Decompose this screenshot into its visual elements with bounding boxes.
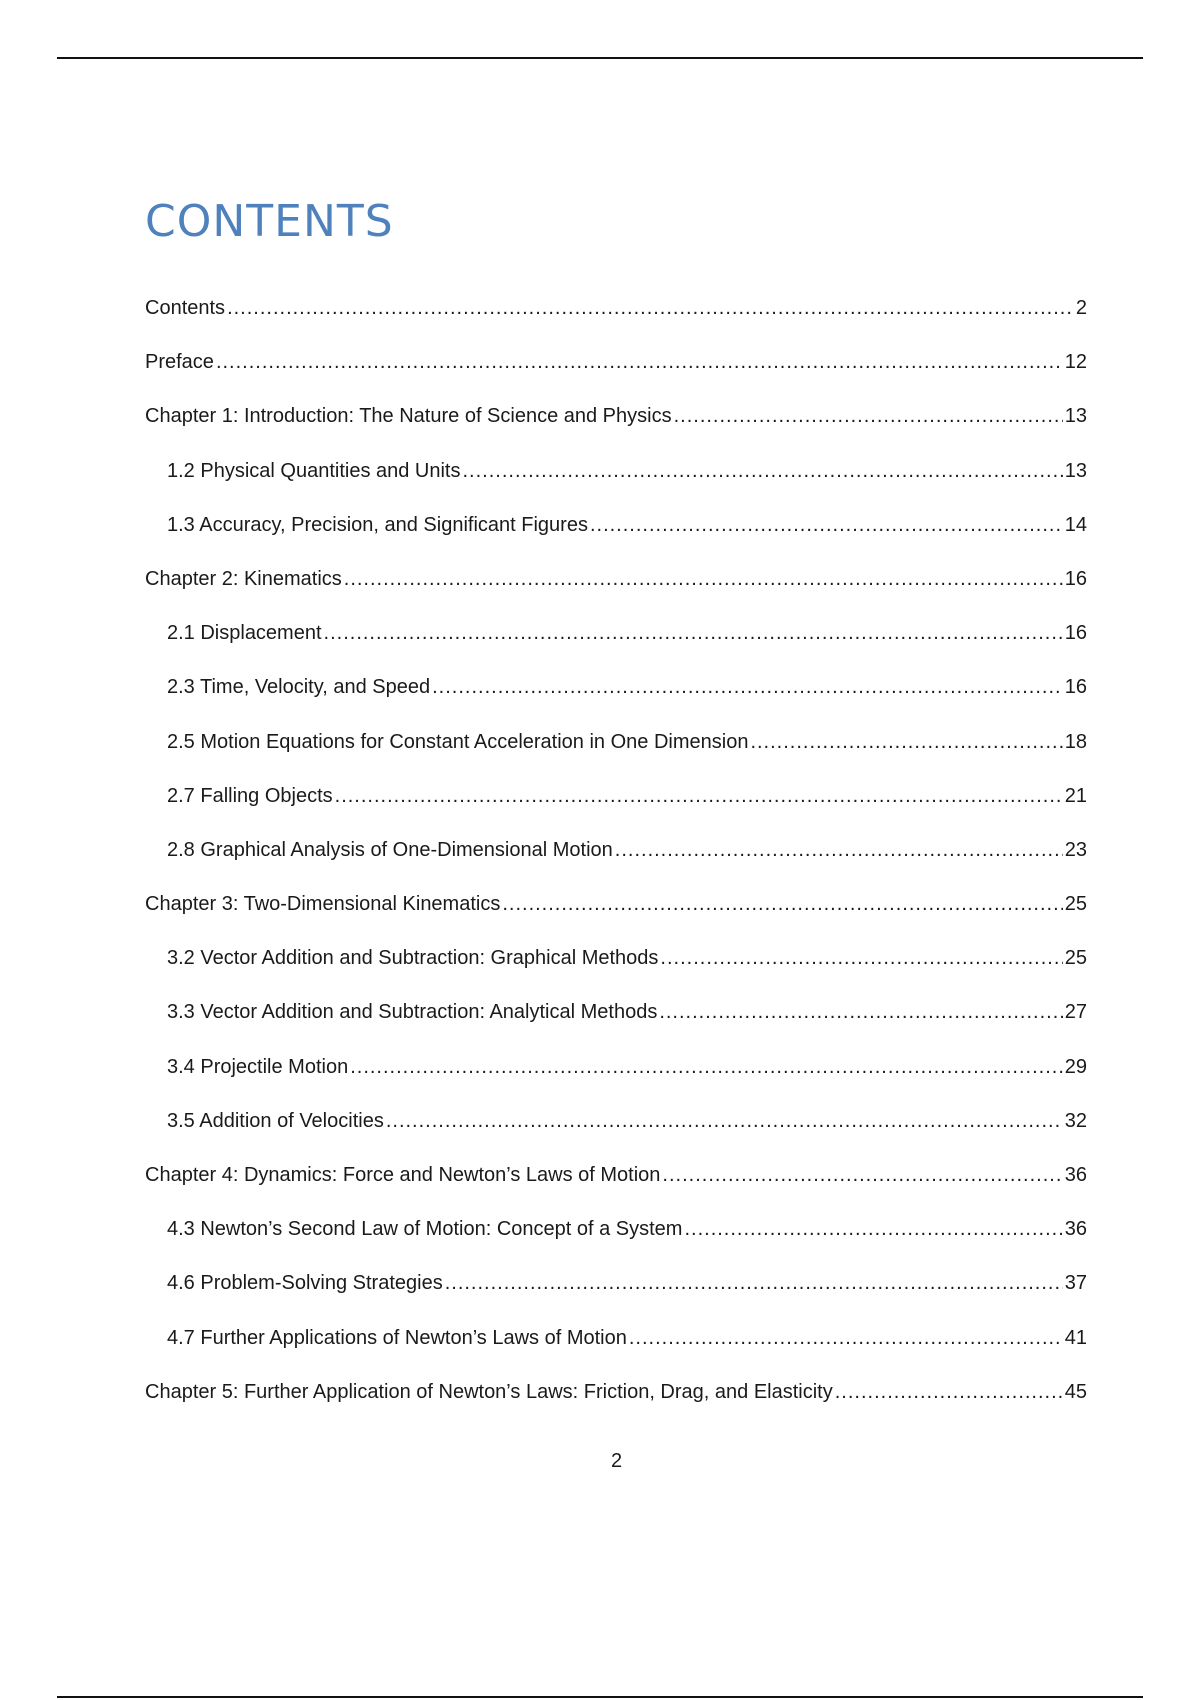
toc-dot-leader [335, 778, 1063, 814]
toc-dot-leader [835, 1374, 1063, 1410]
toc-entry-page: 29 [1064, 1055, 1087, 1078]
toc-entry-section-3-5[interactable] [145, 1103, 1087, 1157]
toc-dot-leader [432, 669, 1063, 705]
toc-entry-section-2-7[interactable] [145, 778, 1087, 832]
toc-entry-page: 21 [1064, 784, 1087, 807]
toc-entry-page: 16 [1064, 567, 1087, 590]
toc-dot-leader [463, 453, 1063, 489]
toc-entry-title: 4.3 Newton’s Second Law of Motion: Concept of a System [167, 1218, 683, 1241]
toc-entry-section-4-7[interactable] [145, 1320, 1087, 1374]
toc-dot-leader [590, 507, 1063, 543]
toc-entry-title: 4.7 Further Applications of Newton’s Laws of Motion [167, 1326, 627, 1349]
toc-dot-leader [629, 1320, 1063, 1356]
toc-entry-page: 32 [1064, 1109, 1087, 1132]
toc-dot-leader [674, 398, 1063, 434]
toc-entry-page: 18 [1064, 730, 1087, 753]
toc-dot-leader [615, 832, 1063, 868]
toc-entry-page: 13 [1064, 405, 1087, 428]
toc-entry-title: 1.2 Physical Quantities and Units [167, 459, 461, 482]
toc-entry-chapter-3[interactable] [145, 886, 1087, 940]
toc-dot-leader [227, 290, 1074, 326]
toc-entry-title: 1.3 Accuracy, Precision, and Significant Figures [167, 513, 588, 536]
toc-entry-title: 3.2 Vector Addition and Subtraction: Graphical Methods [167, 947, 659, 970]
toc-entry-page: 45 [1064, 1380, 1087, 1403]
toc-entry-page: 23 [1064, 838, 1087, 861]
top-rule [57, 57, 1143, 59]
toc-entry-section-2-1[interactable] [145, 615, 1087, 669]
toc-entry-page: 14 [1064, 513, 1087, 536]
toc-dot-leader [350, 1049, 1063, 1085]
toc-entry-page: 36 [1064, 1218, 1087, 1241]
toc-dot-leader [659, 994, 1062, 1030]
toc-entry-chapter-2[interactable] [145, 561, 1087, 615]
toc-dot-leader [660, 940, 1062, 976]
toc-entry-title: Chapter 5: Further Application of Newton’s Laws: Friction, Drag, and Elasticity [145, 1380, 833, 1403]
toc-dot-leader [324, 615, 1063, 651]
toc-entry-section-1-2[interactable] [145, 453, 1087, 507]
toc-dot-leader [502, 886, 1062, 922]
toc-entry-title: 3.5 Addition of Velocities [167, 1109, 384, 1132]
toc-entry-chapter-5[interactable] [145, 1374, 1087, 1428]
toc-entry-page: 16 [1064, 676, 1087, 699]
bottom-rule [57, 1696, 1143, 1698]
toc-entry-section-2-8[interactable] [145, 832, 1087, 886]
toc-entry-title: 3.4 Projectile Motion [167, 1055, 349, 1078]
toc-entry-title: Contents [145, 297, 226, 319]
toc-entry-page: 13 [1064, 459, 1087, 482]
toc-heading: CONTENTS [145, 196, 394, 247]
toc-entry-section-3-3[interactable] [145, 994, 1087, 1048]
toc-entry-page: 12 [1064, 351, 1087, 374]
toc-entry-section-3-2[interactable] [145, 940, 1087, 994]
toc-dot-leader [216, 344, 1063, 380]
toc-dot-leader [344, 561, 1063, 597]
toc-entry-title: Chapter 4: Dynamics: Force and Newton’s Laws of Motion [145, 1164, 661, 1186]
toc-dot-leader [445, 1265, 1063, 1301]
toc-entry-section-3-4[interactable] [145, 1049, 1087, 1103]
toc-entry-title: 2.5 Motion Equations for Constant Acceleration in One Dimension [167, 730, 749, 753]
toc-entry-title: Preface [145, 351, 214, 374]
toc-entry-chapter-1[interactable] [145, 398, 1087, 452]
toc-entry-preface[interactable] [145, 344, 1087, 398]
toc-entry-section-2-5[interactable] [145, 724, 1087, 778]
toc-entry-section-4-3[interactable] [145, 1211, 1087, 1265]
toc-entry-title: Chapter 3: Two-Dimensional Kinematics [145, 893, 501, 916]
toc-entry-title: Chapter 1: Introduction: The Nature of Science and Physics [145, 405, 672, 428]
toc-entry-section-2-3[interactable] [145, 669, 1087, 723]
toc-entry-page: 25 [1064, 893, 1087, 916]
toc-dot-leader [750, 724, 1062, 760]
toc-dot-leader [684, 1211, 1062, 1247]
toc-entry-page: 25 [1064, 947, 1087, 970]
toc-entry-page: 37 [1064, 1272, 1087, 1295]
toc-entry-chapter-4[interactable] [145, 1157, 1087, 1211]
toc-entry-section-1-3[interactable] [145, 507, 1087, 561]
toc-entry-title: 2.1 Displacement [167, 622, 322, 645]
toc-entry-title: 3.3 Vector Addition and Subtraction: Analytical Methods [167, 1001, 658, 1024]
toc-entry-page: 41 [1064, 1326, 1087, 1349]
toc-dot-leader [386, 1103, 1063, 1139]
toc-entry-title: 2.8 Graphical Analysis of One-Dimensional Motion [167, 838, 613, 861]
toc-entry-page: 36 [1064, 1164, 1087, 1186]
toc-entry-title: 2.3 Time, Velocity, and Speed [167, 676, 431, 699]
page-number: 2 [610, 1450, 623, 1472]
toc-dot-leader [662, 1157, 1062, 1193]
toc-entry-page: 2 [1075, 297, 1087, 319]
toc-entry-page: 27 [1064, 1001, 1087, 1024]
toc-entry-page: 16 [1064, 622, 1087, 645]
toc-entry-contents[interactable] [145, 290, 1087, 344]
toc-entry-title: Chapter 2: Kinematics [145, 567, 342, 590]
toc-entry-section-4-6[interactable] [145, 1265, 1087, 1319]
toc-entry-title: 4.6 Problem-Solving Strategies [167, 1272, 443, 1295]
toc-entry-title: 2.7 Falling Objects [167, 784, 333, 807]
toc-list [145, 290, 1087, 1428]
